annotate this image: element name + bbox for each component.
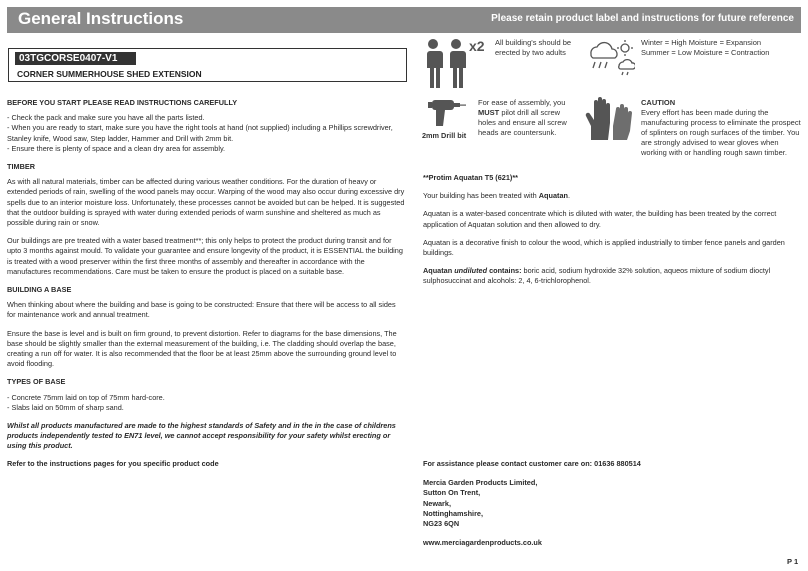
treatment-p1-pre: Your building has been treated with [423,191,539,201]
drill-bit-label: 2mm Drill bit [422,131,467,140]
caution-text: Every effort has been made during the manufacturing process to eliminate the prospect of splinters on rough surfaces of the timber. You are strongly advised to wear gloves when working with or handling rough sawn timber. [641,108,801,157]
gloves-icon [585,96,633,142]
types-item: - Concrete 75mm laid on top of 75mm hard-core. [7,392,165,402]
treatment-p1-bold: Aquatan [538,191,568,201]
product-box [8,48,407,82]
treatment-paragraph-3: Aquatan is a decorative finish to colour the wood, which is applied industrially to timber fence panels and garden buildings. [423,237,785,258]
care-line: For assistance please contact customer care on: 01636 880514 [423,459,641,468]
timber-heading: TIMBER [7,162,35,172]
caution-block [641,98,806,158]
types-heading: TYPES OF BASE [7,377,66,387]
contact-section [423,459,803,557]
left-column [7,98,405,477]
weather-icon [585,38,635,76]
before-item: - When you are ready to start, make sure you have the right tools at hand (not supplied) including a Phillips screwdriver, Stanley knife, Wood saw, Step ladder, Hammer and Drill with 2mm bit. [7,123,393,143]
types-list [7,393,405,413]
safety-warning: Whilst all products manufactured are made to the highest standards of Safety and in the in the case of childrens products independently tested to EN71 level, we cannot accept responsibility for your safety whilst erecting or using this product. [7,421,396,451]
page-header [7,7,801,33]
types-item: - Slabs laid on 50mm of sharp sand. [7,402,124,412]
before-item: - Check the pack and make sure you have all the parts listed. [7,113,205,123]
treatment-paragraph-1 [423,191,803,201]
timber-paragraph-1: As with all natural materials, timber can be affected during various weather conditions. For the duration of heavy or extended periods of rain, swelling of the wood panels may occur. Warping of the wood may also occur during excessive dry spells due to an interior moisture loss. Unfortunately, these processes cannot be avoided but can be helped. It is suggested that the outdoor building is sprayed with water during extended periods of warm sunshine and sheltered as much as possible during rain or snow. [7,177,405,228]
website: www.merciagardenproducts.co.uk [423,538,542,548]
treatment-p4-bold: Aquatan [423,266,455,276]
treatment-p4-rest: boric acid, sodium hydroxide 32% solution, aqueos mixture of sodium dioctyl sulphosuccinat and alcohols: 2, 4, 6-trichlorophenol. [423,266,771,286]
page-number: P 1 [787,557,799,566]
timber-paragraph-2: Our buildings are pre treated with a water based treatment**; this only helps to protect the product during transit and for upto 3 months against mould. To validate your guarantee and ensure longevity of the product, it is ESSENTIAL the building is treated with a wood preserver within the first three months of assembly and thereafter in accordance with the manufactures recommendations. Care must be taken to ensure the product is placed on a suitable base. [7,236,403,276]
drill-caption [478,98,578,138]
before-item: - Ensure there is plenty of space and a clean dry area for assembly. [7,143,226,153]
address-line: Newark, [423,498,451,508]
caution-title: CAUTION [641,98,676,107]
address-line: Sutton On Trent, [423,488,481,498]
address [423,478,803,529]
weather-caption [641,38,806,58]
treatment-p4-italic: undiluted [454,266,488,276]
product-name: CORNER SUMMERHOUSE SHED EXTENSION [17,69,202,79]
address-line: NG23 6QN [423,519,460,529]
treatment-paragraph-2: Aquatan is a water-based concentrate which is diluted with water, the building has been treated by the correct application of Aquatan solution and then allowed to dry. [423,209,777,229]
retain-note: Please retain product label and instructions for future reference [491,13,794,24]
people-count: x2 [469,38,485,54]
two-adults-caption: All building's should be erected by two adults [495,38,572,57]
two-people-icon [422,38,468,90]
base-heading: BUILDING A BASE [7,285,72,295]
before-heading: BEFORE YOU START PLEASE READ INSTRUCTIONS CAREFULLY [7,98,238,107]
drill-caption-pre: For ease of assembly, you [478,98,566,107]
treatment-p4-bold2: contains: [487,266,522,276]
winter-line: Winter = High Moisture = Expansion [641,38,762,47]
treatment-p1-post: . [567,191,570,201]
base-paragraph-1: When thinking about where the building and base is going to be constructed: Ensure that there will be access to all sides for maintenance work and annual treatment. [7,300,396,320]
base-paragraph-2: Ensure the base is level and is built on firm ground, to prevent distortion. Refer to diagrams for the base dimensions, The base should be slightly smaller than the external measurement of the building, i.e. The cladding should overlap the base, creating a run off for water. It is also recommended that the floor be at least 25mm above the surrounding ground level to avoid flooding. [7,328,397,369]
treatment-paragraph-4 [423,266,803,286]
drill-caption-post: pilot drill all screw holes and ensure all screw heads are countersunk. [478,108,567,137]
before-list [7,113,405,154]
product-code: 03TGCORSE0407-V1 [15,52,136,65]
page-title: General Instructions [18,9,184,28]
product-code-note: Refer to the instructions pages for you specific product code [7,458,219,468]
summer-line: Summer = Low Moisture = Contraction [641,48,770,57]
treatment-section [423,173,803,295]
address-line: Nottinghamshire, [423,508,483,518]
address-line: Mercia Garden Products Limited, [423,478,538,488]
drill-icon [424,96,466,130]
treatment-heading: **Protim Aquatan T5 (621)** [423,173,519,182]
drill-caption-must: MUST [478,108,500,117]
